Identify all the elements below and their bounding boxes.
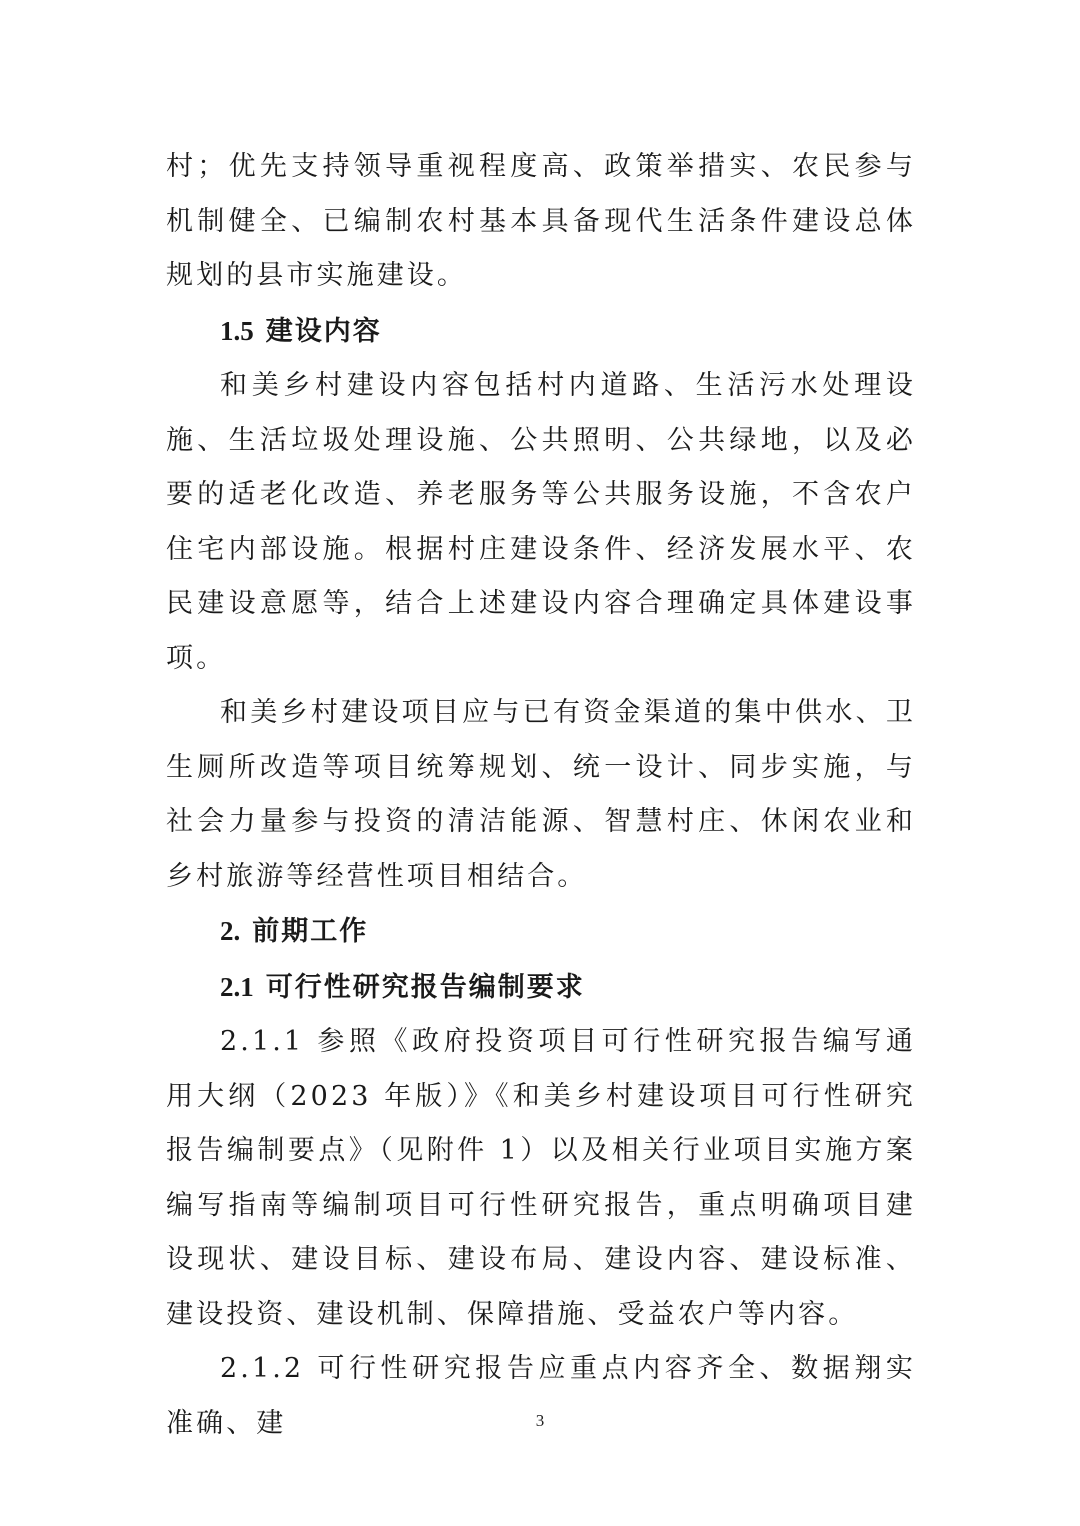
paragraph-continuation: 村；优先支持领导重视程度高、政策举措实、农民参与机制健全、已编制农村基本具备现代生活条件建设总体规划的县市实施建设。 — [166, 151, 916, 291]
section-heading-2 — [166, 904, 916, 960]
section-title: 建设内容 — [265, 315, 382, 347]
section-heading-1-5 — [166, 304, 916, 360]
section-number: 1.5 — [220, 315, 254, 346]
section-title: 前期工作 — [252, 916, 369, 947]
paragraph-construction-content: 和美乡村建设内容包括村内道路、生活污水处理设施、生活垃圾处理设施、公共照明、公共绿地，以及必要的适老化改造、养老服务等公共服务设施，不含农户住宅内部设施。根据村庄建设条件、经济发展水平、农民建设意愿等，结合上述建设内容合理确定具体建设事项。 — [166, 370, 916, 674]
paragraph-2-1-2: 2.1.2 可行性研究报告应重点内容齐全、数据翔实准确、建 — [166, 1353, 916, 1439]
paragraph-2-1-1: 2.1.1 参照《政府投资项目可行性研究报告编写通用大纲（2023 年版）》《和美乡村建设项目可行性研究报告编制要点》（见附件 1）以及相关行业项目实施方案编写指南等编制项目可行性研究报告，重点明确项目建设现状、建设目标、建设布局、建设内容、建设标准、建设投资、建设机制、保障措施、受益农户等内容。 — [166, 1026, 916, 1330]
section-number: 2. — [220, 916, 241, 946]
section-heading-2-1 — [166, 960, 916, 1016]
paragraph-project-coordination: 和美乡村建设项目应与已有资金渠道的集中供水、卫生厕所改造等项目统筹规划、统一设计、同步实施，与社会力量参与投资的清洁能源、智慧村庄、休闲农业和乡村旅游等经营性项目相结合。 — [166, 697, 916, 892]
section-number: 2.1 — [220, 971, 254, 1002]
document-body — [166, 140, 916, 1451]
section-title: 可行性研究报告编制要求 — [265, 971, 585, 1003]
page-number: 3 — [535, 1411, 545, 1430]
